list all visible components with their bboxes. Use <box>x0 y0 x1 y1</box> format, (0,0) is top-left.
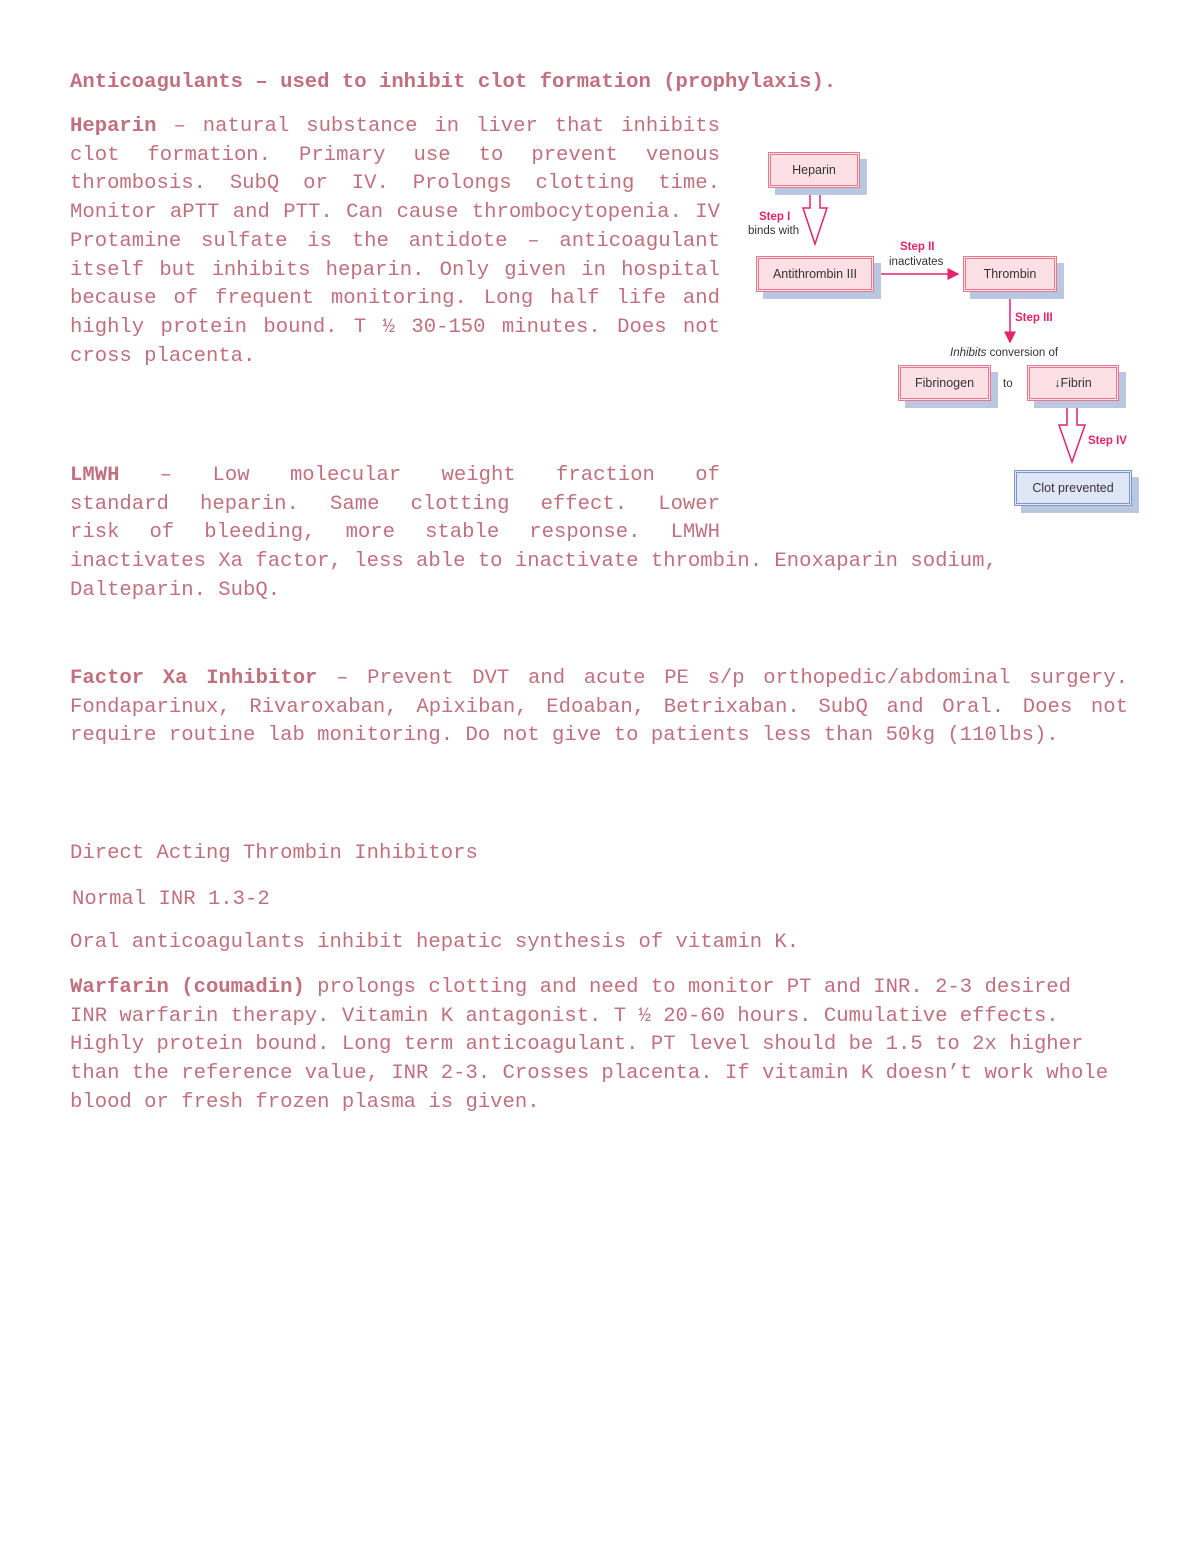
factor-xa-text: – Prevent DVT and acute PE s/p orthopedic/abdominal surgery. Fondaparinux, Rivaroxaban, Apixiban, Edoaban, Betrixaban. SubQ and Oral. Does not require routine lab monitoring. Do not give to patients less than 50kg (110lbs). <box>70 667 1128 748</box>
diagram-arrows <box>744 140 1154 525</box>
step-4-label: Step IV <box>1088 435 1127 447</box>
step-2-label: Step II <box>900 241 935 253</box>
arrow-step-4 <box>1059 403 1085 462</box>
heparin-paragraph <box>70 113 720 371</box>
lmwh-line-1: LMWH – Low molecular weight fraction of <box>70 464 720 487</box>
box-fibrin: ↓Fibrin <box>1027 365 1119 401</box>
step-1-label: Step I <box>759 211 791 223</box>
warfarin-text: prolongs clotting and need to monitor PT and INR. 2-3 desired INR warfarin therapy. Vitamin K antagonist. T ½ 20-60 hours. Cumulative effects. Highly protein bound. Long term anticoagulant. PT level should be 1.5 to 2x higher than the reference value, INR 2-3. Crosses placenta. If vitamin K doesn’t work whole blood or fresh frozen plasma is given. <box>70 976 1109 1114</box>
oral-anticoagulants: Oral anticoagulants inhibit hepatic synthesis of vitamin K. <box>70 931 800 954</box>
heparin-text: – natural substance in liver that inhibits clot formation. Primary use to prevent venous thrombosis. SubQ or IV. Prolongs clotting time. Monitor aPTT and PTT. Can cause thrombocytopenia. IV Protamine sulfate is the antidote – anticoagulant itself but inhibits heparin. Only given in hospital because of frequent monitoring. Long half life and highly protein bound. T ½ 30-150 minutes. Does not cross placenta. <box>70 115 720 368</box>
warfarin-paragraph <box>70 974 1110 1118</box>
heparin-term: Heparin <box>70 115 157 138</box>
box-fibrinogen: Fibrinogen <box>898 365 991 401</box>
box-clot-prevented: Clot prevented <box>1014 470 1132 506</box>
box-antithrombin: Antithrombin III <box>756 256 874 292</box>
step-2-text: inactivates <box>889 256 944 268</box>
to-label: to <box>1003 378 1013 390</box>
lmwh-paragraph-rest: inactivates Xa factor, less able to inactivate thrombin. Enoxaparin sodium, Dalteparin. SubQ. <box>70 550 997 602</box>
step-1-text: binds with <box>748 225 800 237</box>
lmwh-line-2: standard heparin. Same clotting effect. Lower <box>70 492 720 516</box>
direct-thrombin-heading: Direct Acting Thrombin Inhibitors <box>70 842 478 865</box>
lmwh-paragraph-top <box>70 462 720 548</box>
lmwh-line-3: risk of bleeding, more stable response. LMWH <box>70 521 720 545</box>
box-heparin: Heparin <box>768 152 860 188</box>
arrow-step-1 <box>803 190 827 244</box>
box-thrombin: Thrombin <box>963 256 1057 292</box>
warfarin-term: Warfarin (coumadin) <box>70 976 305 999</box>
step-3-label: Step III <box>1015 312 1053 324</box>
normal-inr: Normal INR 1.3-2 <box>72 888 270 911</box>
heparin-mechanism-diagram <box>744 140 1154 525</box>
factor-xa-term: Factor Xa Inhibitor <box>70 667 318 690</box>
lmwh-term: LMWH <box>70 464 120 487</box>
step-3-text: Inhibits conversion of <box>950 347 1059 359</box>
factor-xa-paragraph <box>70 665 1128 751</box>
page-title: Anticoagulants – used to inhibit clot formation (prophylaxis). <box>70 71 837 94</box>
